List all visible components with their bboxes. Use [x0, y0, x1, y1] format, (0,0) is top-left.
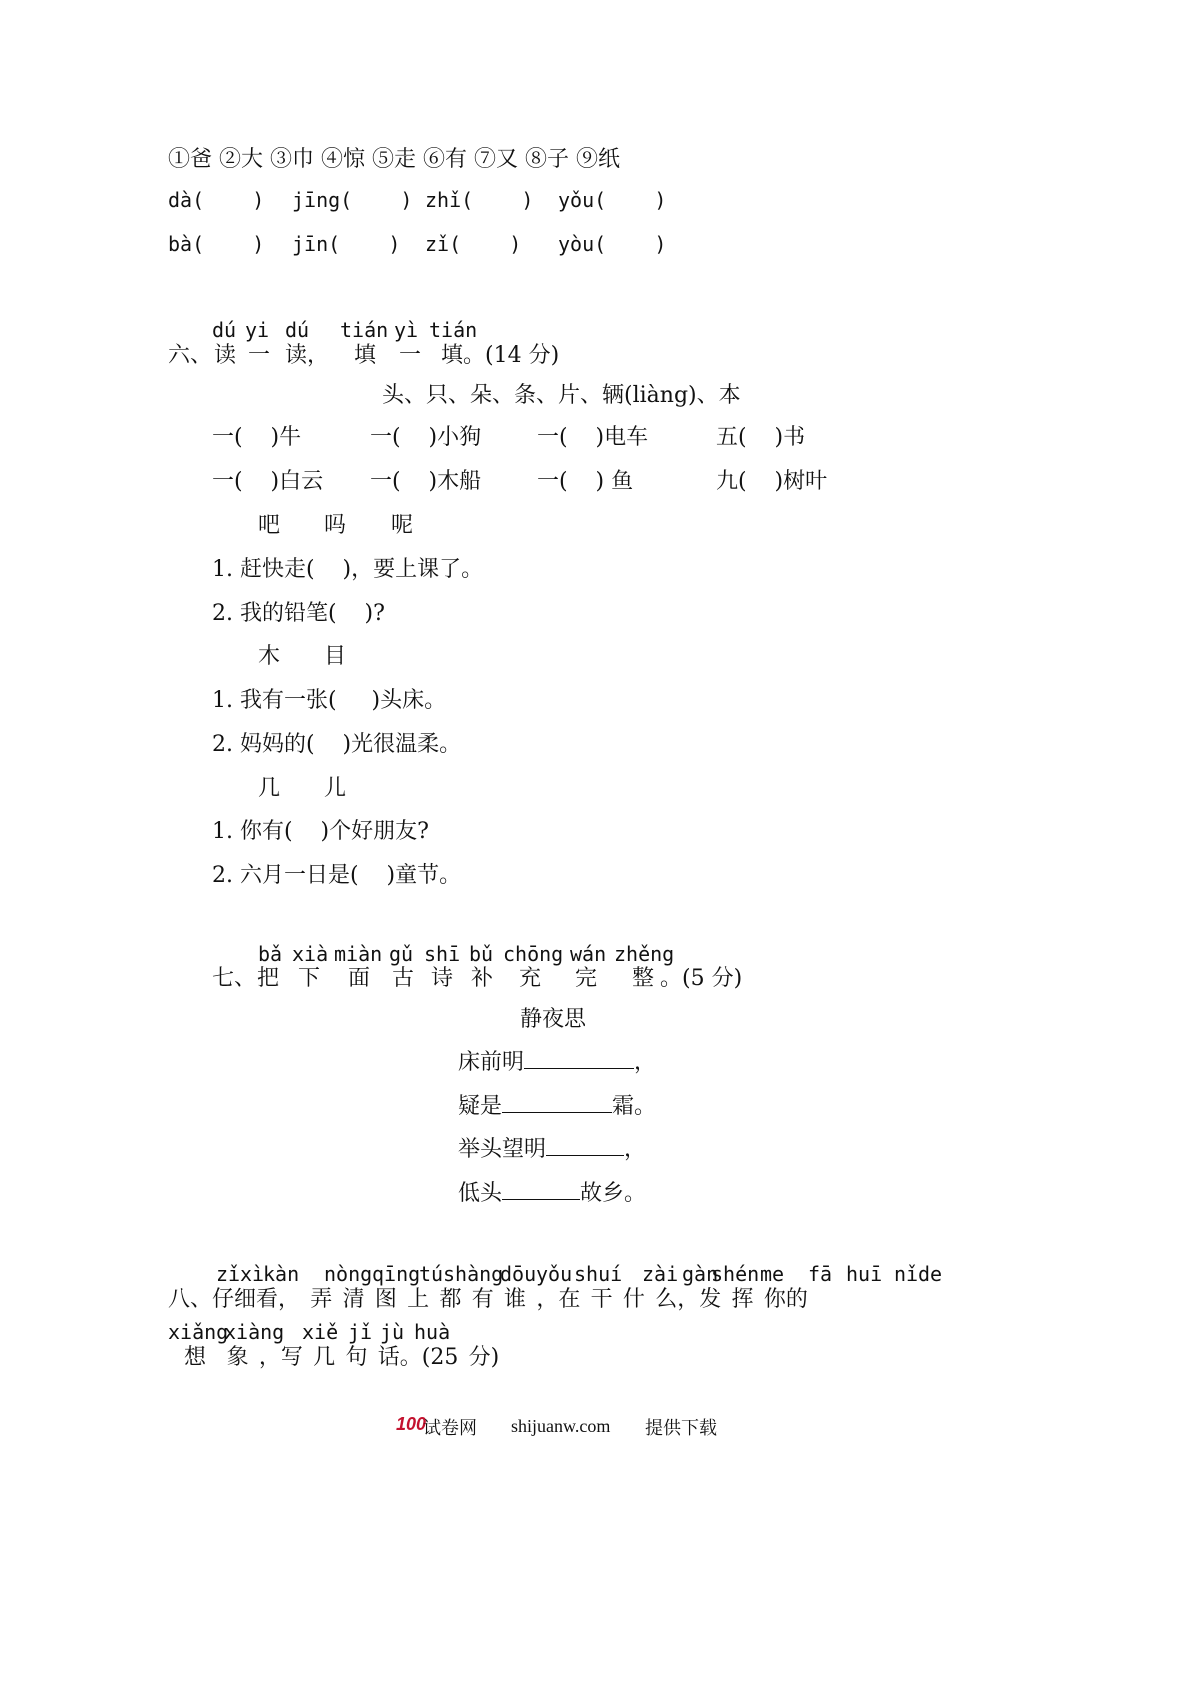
- heading-char: 诗: [431, 966, 454, 991]
- poem-text: 床前明: [458, 1050, 525, 1075]
- option-word: 几: [258, 776, 281, 801]
- heading-char: 充: [519, 966, 542, 991]
- heading-char: 一: [248, 343, 271, 368]
- poem-title: 静夜思: [520, 1007, 587, 1032]
- heading-char: 填: [441, 343, 464, 368]
- pinyin: dú: [212, 318, 237, 342]
- pinyin-blank: jīn( ): [292, 232, 401, 256]
- poem-text: ，: [634, 1050, 657, 1075]
- score: 。(5 分): [660, 966, 743, 991]
- measure-blank: 一( )电车: [537, 425, 649, 450]
- poem-line: [458, 1176, 646, 1207]
- section-8-line-2: 想 象 ，写 几 句 话。(25 分): [184, 1345, 500, 1370]
- poem-text: 举头望明: [458, 1137, 547, 1162]
- measure-blank: 九( )树叶: [716, 469, 828, 494]
- pinyin: zhěng: [614, 942, 675, 966]
- measure-blank: 一( )木船: [370, 469, 482, 494]
- question-line: 2. 妈妈的( )光很温柔。: [212, 732, 462, 757]
- pinyin: xià: [292, 942, 329, 966]
- answer-blank[interactable]: [524, 1048, 634, 1069]
- pinyin-blank: yòu( ): [558, 232, 667, 256]
- site-url[interactable]: shijuanw.com: [511, 1416, 611, 1436]
- pinyin: gàn: [682, 1262, 719, 1286]
- poem-line: [458, 1089, 656, 1120]
- heading-char: 一: [399, 343, 422, 368]
- poem-text: 疑是: [458, 1094, 503, 1119]
- heading-char: 填: [354, 343, 377, 368]
- pinyin: kàn: [263, 1262, 300, 1286]
- heading-char: 完: [575, 966, 598, 991]
- logo-text: 试卷网: [423, 1418, 477, 1439]
- pinyin: huà: [414, 1320, 451, 1344]
- pinyin: bǎ: [258, 942, 283, 966]
- option-word: 吗: [324, 513, 347, 538]
- poem-text: 低头: [458, 1181, 503, 1206]
- pinyin: me: [760, 1262, 785, 1286]
- question-line: 2. 我的铅笔( )?: [212, 601, 385, 626]
- logo-number: 100: [396, 1414, 427, 1434]
- pinyin: de: [918, 1262, 943, 1286]
- poem-line: [458, 1045, 656, 1076]
- question-line: 1. 我有一张( )头床。: [212, 688, 447, 713]
- heading-char: 整: [632, 966, 655, 991]
- pinyin: wán: [570, 942, 607, 966]
- pinyin: qīng: [372, 1262, 421, 1286]
- heading-char: 面: [348, 966, 371, 991]
- poem-line: [458, 1132, 646, 1163]
- answer-blank[interactable]: [546, 1135, 624, 1156]
- pinyin: tián: [340, 318, 389, 342]
- pinyin: yì: [394, 318, 419, 342]
- heading-char: 把: [257, 966, 280, 991]
- pinyin: zǐ: [216, 1262, 241, 1286]
- download-note: 提供下载: [645, 1418, 717, 1439]
- pinyin-blank: zhǐ( ): [425, 188, 534, 212]
- option-word: 呢: [391, 513, 414, 538]
- pinyin: fā: [808, 1262, 833, 1286]
- section-number: 六、: [168, 343, 213, 368]
- pinyin: shàng: [443, 1262, 504, 1286]
- pinyin: jù: [380, 1320, 405, 1344]
- measure-blank: 一( )白云: [212, 469, 324, 494]
- pinyin: yi: [245, 318, 270, 342]
- section-number: 七、: [212, 966, 257, 991]
- pinyin: zài: [642, 1262, 679, 1286]
- poem-text: 霜。: [612, 1094, 657, 1119]
- measure-blank: 一( )牛: [212, 425, 302, 450]
- heading-char: 读: [214, 343, 237, 368]
- heading-char: 读，: [285, 343, 330, 368]
- heading-char: 古: [392, 966, 415, 991]
- measure-blank: 一( )小狗: [370, 425, 482, 450]
- poem-text: 故乡。: [580, 1181, 647, 1206]
- question-line: 2. 六月一日是( )童节。: [212, 863, 462, 888]
- pinyin-blank: dà( ): [168, 188, 265, 212]
- option-word: 木: [258, 644, 281, 669]
- answer-blank[interactable]: [502, 1092, 612, 1113]
- pinyin-blank: bà( ): [168, 232, 265, 256]
- pinyin: shuí: [574, 1262, 623, 1286]
- measure-word-bank: 头、只、朵、条、片、辆(liàng)、本: [382, 383, 741, 408]
- pinyin: xiě: [302, 1320, 339, 1344]
- pinyin-blank: yǒu( ): [558, 188, 667, 212]
- pinyin: nǐ: [894, 1262, 919, 1286]
- question-line: 1. 你有( )个好朋友?: [212, 819, 429, 844]
- pinyin: miàn: [334, 942, 383, 966]
- question-line: 1. 赶快走( )，要上课了。: [212, 557, 484, 582]
- poem-text: ，: [624, 1137, 647, 1162]
- heading-char: 补: [471, 966, 494, 991]
- pinyin: dú: [285, 318, 310, 342]
- pinyin-blank: jīng( ): [292, 188, 413, 212]
- heading-char: 下: [298, 966, 321, 991]
- measure-blank: 五( )书: [716, 425, 806, 450]
- pinyin: shī: [424, 942, 461, 966]
- pinyin: jǐ: [348, 1320, 373, 1344]
- option-word: 儿: [324, 776, 347, 801]
- answer-blank[interactable]: [502, 1179, 580, 1200]
- pinyin: huī: [846, 1262, 883, 1286]
- option-word: 吧: [258, 513, 281, 538]
- pinyin-blank: zǐ( ): [425, 232, 522, 256]
- option-word: 目: [324, 644, 347, 669]
- score: 。(14 分): [463, 343, 560, 368]
- pinyin: tú: [419, 1262, 444, 1286]
- pinyin: shén: [711, 1262, 760, 1286]
- pinyin: bǔ: [469, 942, 494, 966]
- section-8-line-1: 八、仔细看， 弄 清 图 上 都 有 谁 ，在 干 什 么，发 挥 你的: [168, 1287, 808, 1312]
- char-options: ①爸 ②大 ③巾 ④惊 ⑤走 ⑥有 ⑦又 ⑧子 ⑨纸: [168, 147, 620, 172]
- pinyin: xiàng: [224, 1320, 285, 1344]
- pinyin: dōu: [500, 1262, 537, 1286]
- pinyin: xì: [240, 1262, 265, 1286]
- pinyin: xiǎng: [168, 1320, 229, 1344]
- pinyin: tián: [429, 318, 478, 342]
- pinyin: chōng: [503, 942, 564, 966]
- measure-blank: 一( ) 鱼: [537, 469, 634, 494]
- pinyin: gǔ: [389, 942, 414, 966]
- pinyin: nòng: [324, 1262, 373, 1286]
- pinyin: yǒu: [536, 1262, 573, 1286]
